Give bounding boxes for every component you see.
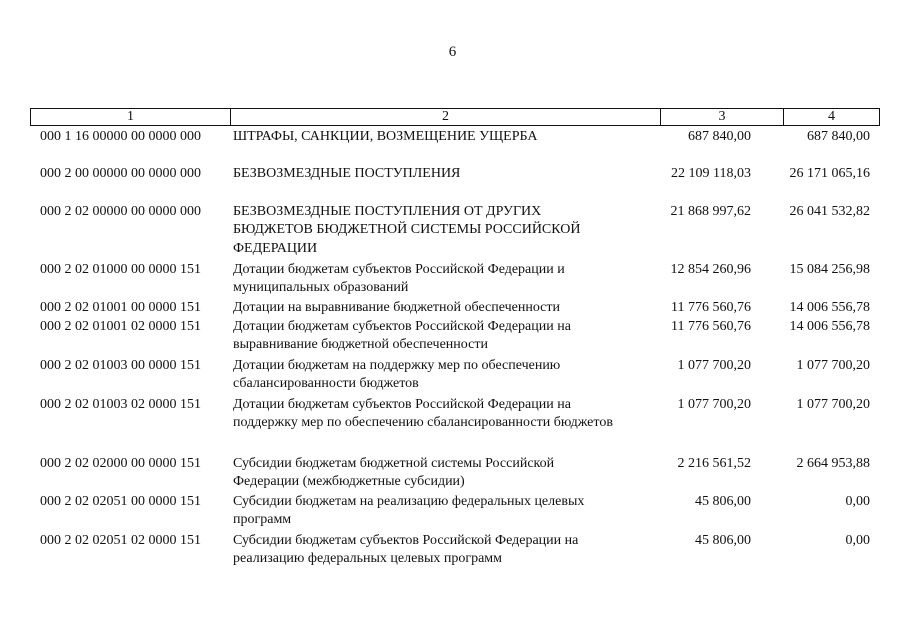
row-code: 000 2 02 01000 00 0000 151 (40, 262, 201, 277)
row-value-3: 22 109 118,03 (671, 166, 751, 181)
row-value-4: 14 006 556,78 (789, 319, 870, 334)
row-name: Дотации бюджетам на поддержку мер по обеспечению сбалансированности бюджетов (233, 358, 561, 392)
row-name: БЕЗВОЗМЕЗДНЫЕ ПОСТУПЛЕНИЯ (233, 166, 461, 181)
column-header-2: 2 (231, 109, 661, 125)
row-name: Дотации бюджетам субъектов Российской Федерации и муниципальных образований (233, 262, 565, 296)
row-value-3: 1 077 700,20 (677, 397, 751, 412)
row-code: 000 2 02 01001 00 0000 151 (40, 300, 201, 315)
column-header-3: 3 (661, 109, 784, 125)
row-code: 000 2 02 02000 00 0000 151 (40, 456, 201, 471)
row-value-4: 1 077 700,20 (796, 358, 870, 373)
page-number: 6 (448, 44, 457, 60)
row-name: БЕЗВОЗМЕЗДНЫЕ ПОСТУПЛЕНИЯ ОТ ДРУГИХ БЮДЖЕТОВ БЮДЖЕТНОЙ СИСТЕМЫ РОССИЙСКОЙ ФЕДЕРАЦИИ (233, 204, 581, 256)
row-value-4: 0,00 (845, 494, 870, 509)
row-value-4: 0,00 (845, 533, 870, 548)
row-name: Субсидии бюджетам на реализацию федеральных целевых программ (233, 494, 585, 528)
row-name: Дотации на выравнивание бюджетной обеспеченности (233, 300, 560, 315)
row-value-3: 21 868 997,62 (670, 204, 751, 219)
row-code: 000 2 02 01003 00 0000 151 (40, 358, 201, 373)
row-value-4: 26 041 532,82 (789, 204, 870, 219)
row-value-3: 45 806,00 (695, 494, 751, 509)
row-value-4: 687 840,00 (807, 129, 870, 144)
row-value-3: 2 216 561,52 (677, 456, 751, 471)
table-header (30, 108, 880, 126)
row-value-4: 1 077 700,20 (796, 397, 870, 412)
row-name: ШТРАФЫ, САНКЦИИ, ВОЗМЕЩЕНИЕ УЩЕРБА (233, 129, 538, 144)
row-value-3: 11 776 560,76 (671, 300, 751, 315)
row-code: 000 2 02 00000 00 0000 000 (40, 204, 201, 219)
column-header-1: 1 (31, 109, 231, 125)
row-value-4: 26 171 065,16 (789, 166, 870, 181)
row-name: Дотации бюджетам субъектов Российской Федерации на выравнивание бюджетной обеспеченности (233, 319, 571, 353)
row-code: 000 2 00 00000 00 0000 000 (40, 166, 201, 181)
row-code: 000 2 02 02051 02 0000 151 (40, 533, 201, 548)
row-value-3: 1 077 700,20 (677, 358, 751, 373)
row-value-3: 687 840,00 (688, 129, 751, 144)
row-value-3: 12 854 260,96 (670, 262, 751, 277)
row-name: Субсидии бюджетам субъектов Российской Федерации на реализацию федеральных целевых программ (233, 533, 579, 567)
row-code: 000 2 02 01003 02 0000 151 (40, 397, 201, 412)
row-value-3: 11 776 560,76 (671, 319, 751, 334)
row-code: 000 2 02 01001 02 0000 151 (40, 319, 201, 334)
row-value-3: 45 806,00 (695, 533, 751, 548)
row-code: 000 1 16 00000 00 0000 000 (40, 129, 201, 144)
column-header-4: 4 (828, 109, 835, 124)
row-code: 000 2 02 02051 00 0000 151 (40, 494, 201, 509)
row-name: Дотации бюджетам субъектов Российской Федерации на поддержку мер по обеспечению сбалансированности бюджетов (233, 397, 613, 431)
row-value-4: 14 006 556,78 (789, 300, 870, 315)
row-value-4: 15 084 256,98 (789, 262, 870, 277)
row-name: Субсидии бюджетам бюджетной системы Российской Федерации (межбюджетные субсидии) (233, 456, 555, 490)
row-value-4: 2 664 953,88 (796, 456, 870, 471)
